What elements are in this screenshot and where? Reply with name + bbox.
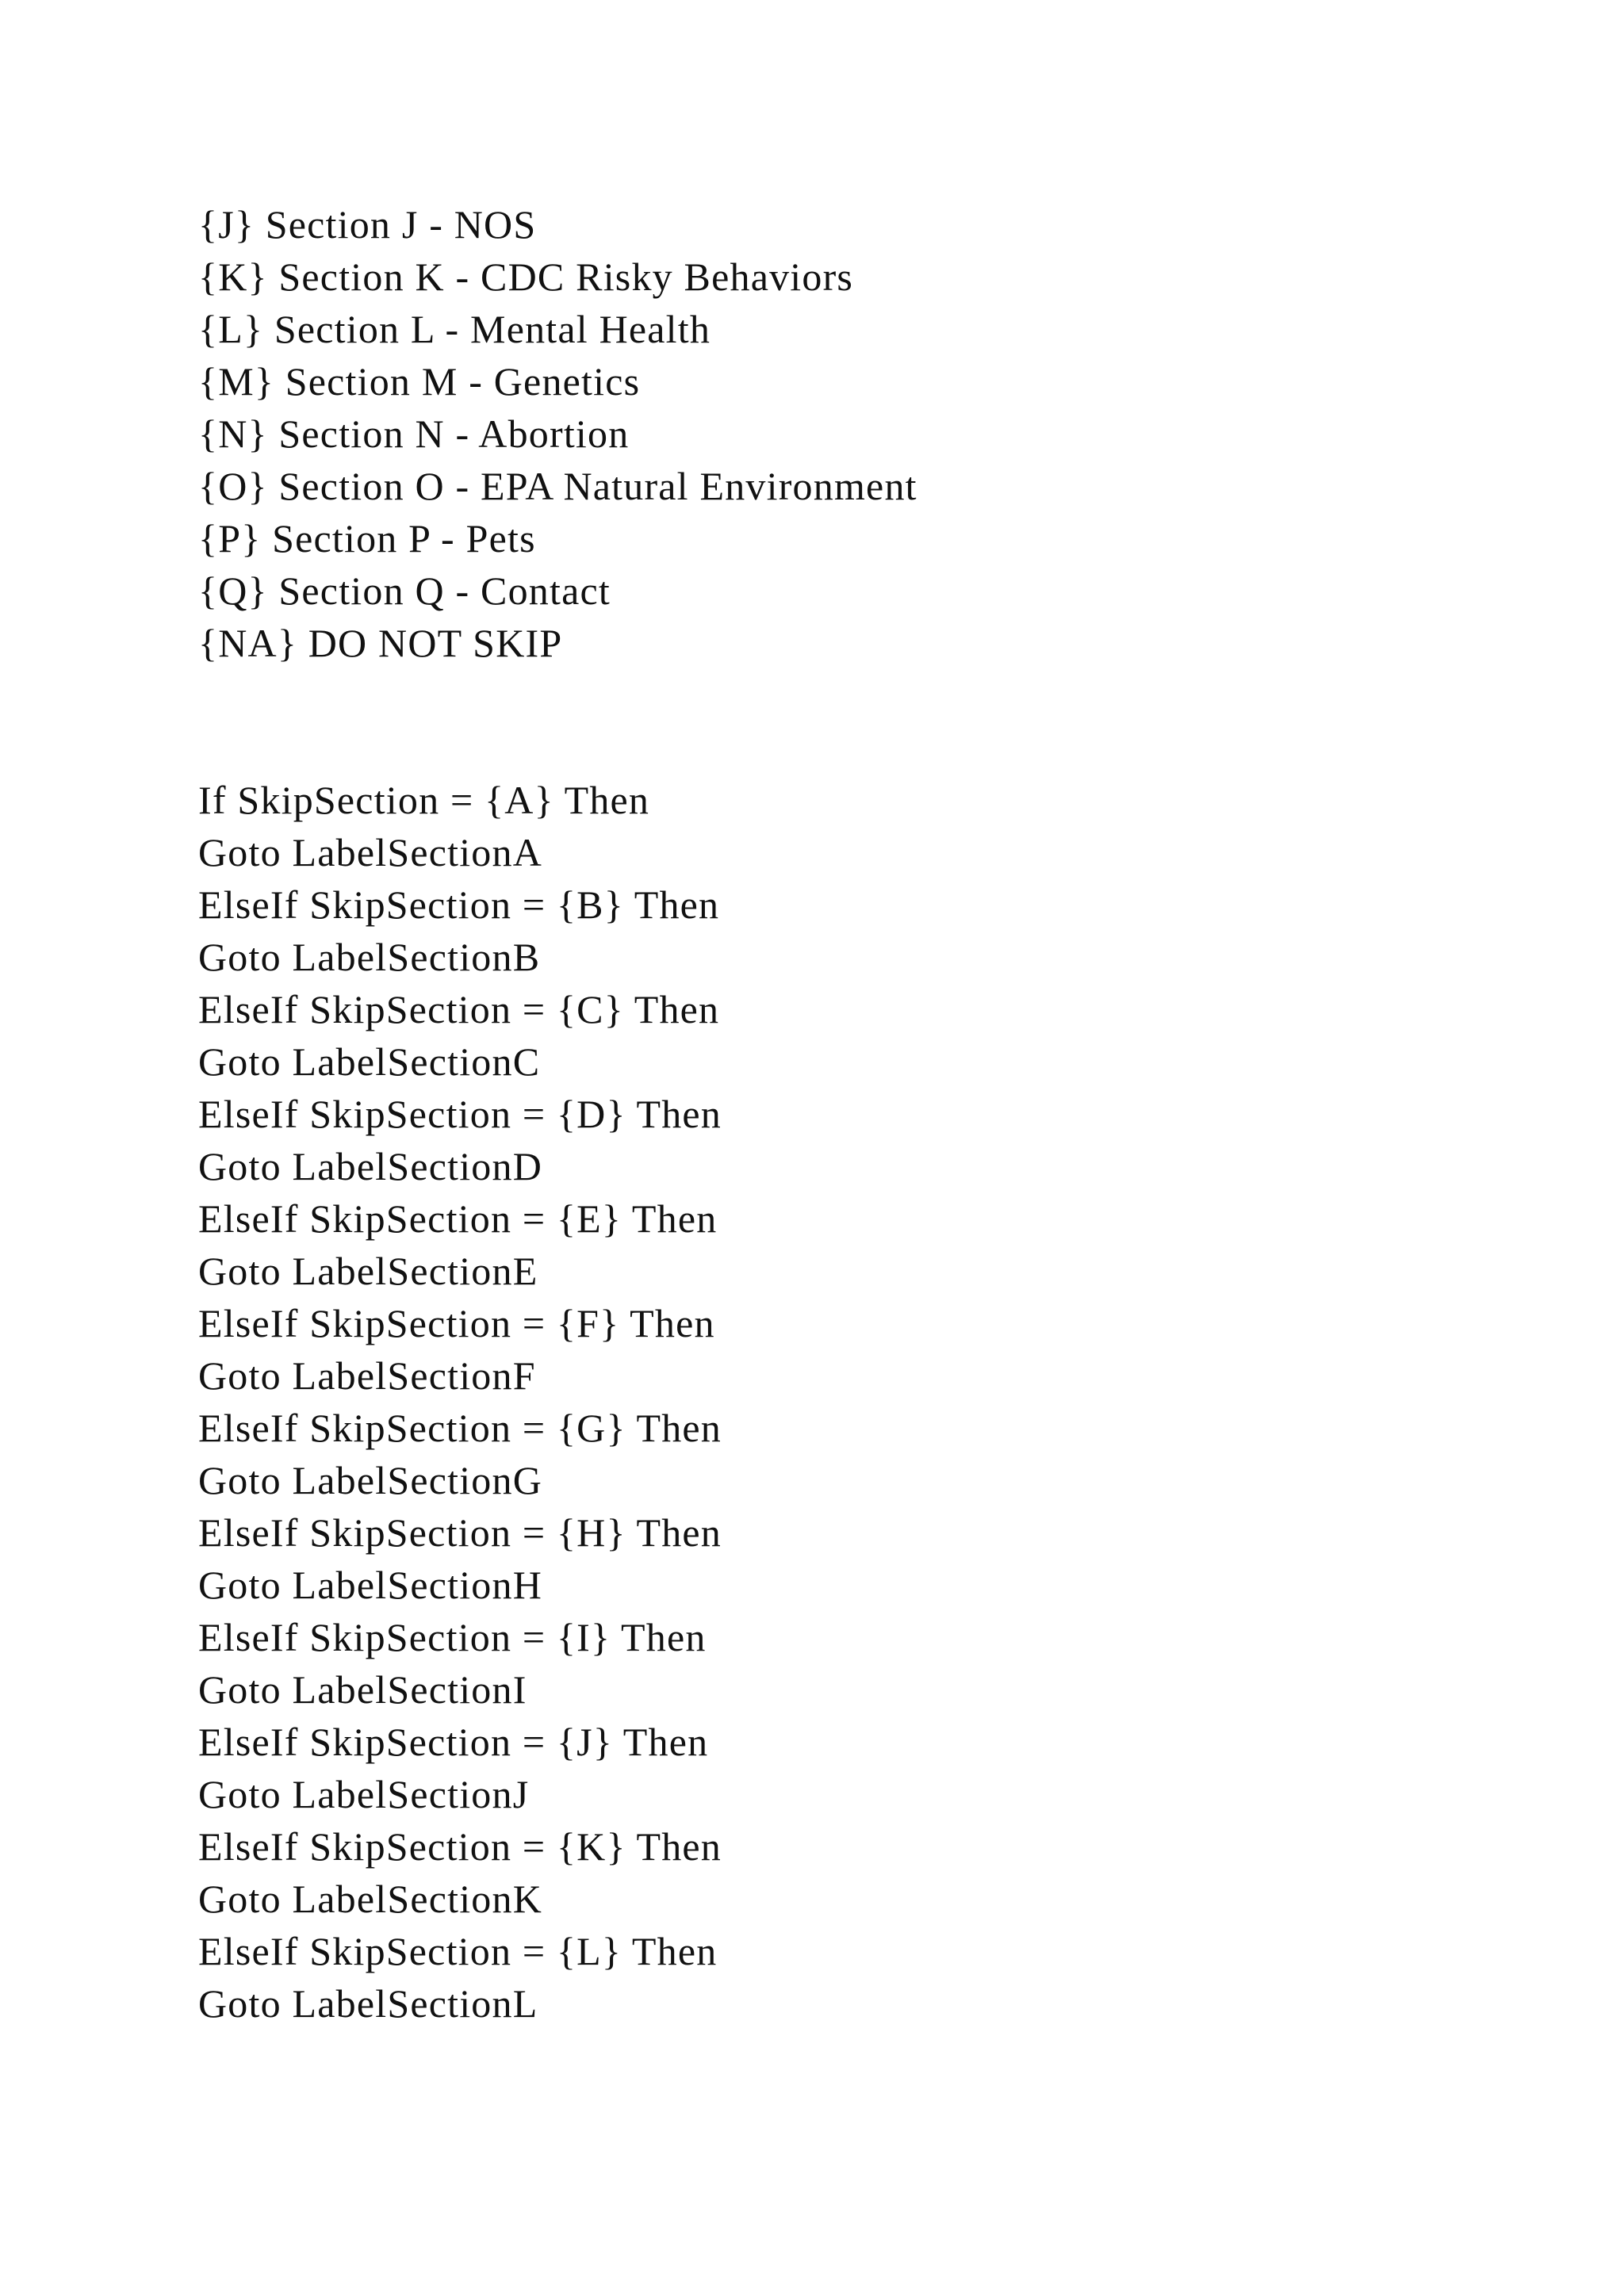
code-line: Goto LabelSectionI	[198, 1667, 527, 1712]
code-line: ElseIf SkipSection = {F} Then	[198, 1301, 715, 1345]
code-line: Goto LabelSectionB	[198, 935, 541, 979]
code-line: ElseIf SkipSection = {E} Then	[198, 1196, 718, 1241]
code-line: Goto LabelSectionA	[198, 830, 543, 874]
code-line: ElseIf SkipSection = {L} Then	[198, 1929, 718, 1973]
section-list-item: {L} Section L - Mental Health	[198, 307, 711, 351]
section-list-item: {Q} Section Q - Contact	[198, 568, 611, 613]
document-body	[198, 198, 1546, 2030]
code-line: Goto LabelSectionK	[198, 1877, 543, 1921]
section-list-item: {M} Section M - Genetics	[198, 359, 641, 404]
code-line: ElseIf SkipSection = {D} Then	[198, 1092, 722, 1136]
code-line: Goto LabelSectionD	[198, 1144, 543, 1188]
code-line: Goto LabelSectionJ	[198, 1772, 530, 1816]
code-line: Goto LabelSectionE	[198, 1249, 538, 1293]
code-line: ElseIf SkipSection = {J} Then	[198, 1720, 709, 1764]
code-block	[198, 774, 1546, 2030]
section-list-item: {O} Section O - EPA Natural Environment	[198, 464, 917, 508]
code-line: ElseIf SkipSection = {G} Then	[198, 1406, 722, 1450]
code-line: Goto LabelSectionH	[198, 1563, 543, 1607]
blank-gap	[198, 669, 1546, 774]
section-list-item: {J} Section J - NOS	[198, 202, 537, 247]
code-line: ElseIf SkipSection = {B} Then	[198, 882, 720, 927]
code-line: Goto LabelSectionF	[198, 1353, 536, 1398]
code-line: Goto LabelSectionC	[198, 1039, 541, 1084]
section-list	[198, 198, 1546, 669]
section-list-item: {NA} DO NOT SKIP	[198, 621, 563, 665]
code-line: If SkipSection = {A} Then	[198, 778, 650, 822]
section-list-item: {K} Section K - CDC Risky Behaviors	[198, 254, 854, 299]
code-line: ElseIf SkipSection = {K} Then	[198, 1824, 722, 1869]
code-line: Goto LabelSectionG	[198, 1458, 543, 1502]
code-line: ElseIf SkipSection = {I} Then	[198, 1615, 707, 1659]
code-line: ElseIf SkipSection = {H} Then	[198, 1510, 722, 1555]
code-line: ElseIf SkipSection = {C} Then	[198, 987, 720, 1031]
code-line: Goto LabelSectionL	[198, 1981, 538, 2026]
section-list-item: {N} Section N - Abortion	[198, 411, 630, 456]
section-list-item: {P} Section P - Pets	[198, 516, 536, 561]
